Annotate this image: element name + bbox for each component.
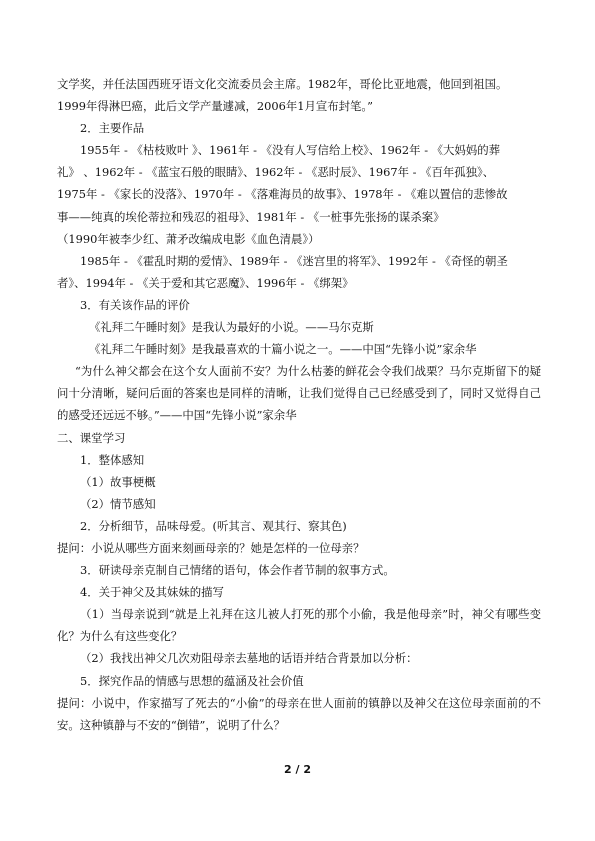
section-heading: 二、课堂学习 <box>57 430 126 445</box>
section-heading: 2．主要作品 <box>80 121 145 136</box>
subsection-heading: 4．关于神父及其妹妹的描写 <box>80 585 224 600</box>
text-line: 1955年 - 《枯枝败叶 》、1961年 - 《没有人写信给上校》、1962年 - 《大妈妈的葬 <box>80 143 501 158</box>
text-line: 1985年 - 《霍乱时期的爱情》、1989年 - 《迷宫里的将军》、1992年 - 《奇怪的朝圣 <box>80 253 508 268</box>
text-line: 1975年 - 《家长的没落》、1970年 - 《落难海员的故事》、1978年 - 《难以置信的悲惨故 <box>57 187 508 202</box>
subsection-heading: 1．整体感知 <box>80 452 145 467</box>
text-line: 1999年得淋巴癌，此后文学产量遽减，2006年1月宣布封笔。” <box>57 99 373 114</box>
quote-line: 《礼拜二午睡时刻》是我认为最好的小说。——马尔克斯 <box>89 320 374 335</box>
list-item: （2）我找出神父几次劝阻母亲去墓地的话语并结合背景加以分析： <box>80 651 418 666</box>
quote-paragraph: “为什么神父都会在这个女人面前不安？为什么枯萎的鲜花会令我们战栗？马尔克斯留下的疑问十分清晰，疑问后面的答案也是同样的清晰，让我们觉得自己已经感受到了，同时又觉得自己的感受还远远不够。”——中国“先锋小说”家余华 <box>57 364 541 423</box>
list-item: （2）情节感知 <box>80 496 156 511</box>
question-paragraph: 提问：小说中，作家描写了死去的“小偷”的母亲在世人面前的镇静以及神父在这位母亲面前的不安。这种镇静与不安的“倒错”，说明了什么？ <box>57 695 541 732</box>
quote-line: 《礼拜二午睡时刻》是我最喜欢的十篇小说之一。——中国“先锋小说”家余华 <box>89 342 477 357</box>
text-line: 文学奖，并任法国西班牙语文化交流委员会主席。1982年，哥伦比亚地震，他回到祖国。 <box>57 77 508 91</box>
text-line: 礼》 、1962年 - 《蓝宝石般的眼睛》、1962年 - 《恶时辰》、1967年 - 《百年孤独》、 <box>57 165 495 180</box>
page-number: 2 / 2 <box>284 763 311 776</box>
question-line: 提问：小说从哪些方面来刻画母亲的？她是怎样的一位母亲？ <box>57 540 365 555</box>
section-heading: 3．有关该作品的评价 <box>80 297 190 312</box>
list-item: （1）故事梗概 <box>80 474 156 489</box>
subsection-heading: 5．探究作品的情感与思想的蕴涵及社会价值 <box>80 673 304 688</box>
text-line: （1990年被李少红、萧矛改编成电影《血色清晨》） <box>57 231 320 246</box>
list-item: （1）当母亲说到“就是上礼拜在这儿被人打死的那个小偷，我是他母亲”时，神父有哪些变化？为什么有这些变化？ <box>57 607 541 644</box>
text-line: 事——纯真的埃伦蒂拉和残忍的祖母》、1981年 - 《一桩事先张扬的谋杀案》 <box>57 209 445 224</box>
subsection-heading: 3．研读母亲克制自己情绪的语句，体会作者节制的叙事方式。 <box>80 563 395 578</box>
subsection-heading: 2．分析细节，品味母爱。(听其言、观其行、察其色) <box>80 518 347 533</box>
document-body <box>57 73 541 736</box>
text-line: 者》、1994年 - 《关于爱和其它恶魔》、1996年 - 《绑架》 <box>57 275 354 290</box>
